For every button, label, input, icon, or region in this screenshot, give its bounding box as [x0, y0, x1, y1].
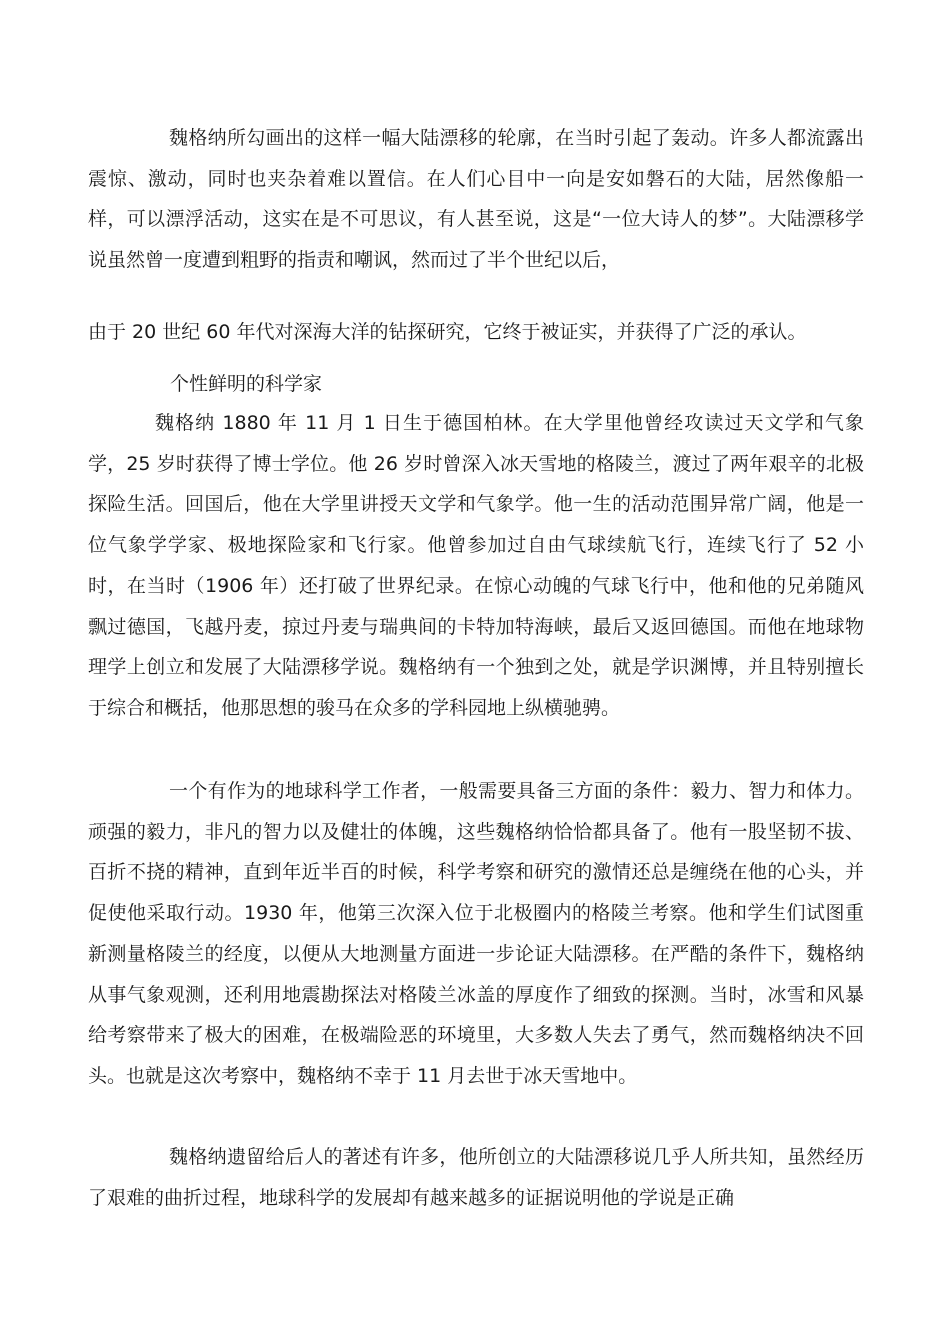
paragraph-drift-reaction: 魏格纳所勾画出的这样一幅大陆漂移的轮廓，在当时引起了轰动。许多人都流露出震惊、激动，同时也夹杂着难以置信。在人们心目中一向是安如磐石的大陆，居然像船一样，可以漂浮活动，这实在是不可思议，有人甚至说，这是“一位大诗人的梦”。大陆漂移学说虽然曾一度遭到粗野的指责和嘲讽，然而过了半个世纪以后，	[88, 127, 864, 272]
paragraph-qualities: 一个有作为的地球科学工作者，一般需要具备三方面的条件：毅力、智力和体力。顽强的毅力，非凡的智力以及健壮的体魄，这些魏格纳恰恰都具备了。他有一股坚韧不拔、百折不挠的精神，直到年近半百的时候，科学考察和研究的激情还总是缠绕在他的心头，并促使他采取行动。1930 年，他第三次深入位于北极圈内的格陵兰考察。他和学生们试图重新测量格陵兰的经度，以便从大地测量方面进一步论证大陆漂移。在严酷的条件下，魏格纳从事气象观测，还利用地震勘探法对格陵兰冰盖的厚度作了细致的探测。当时，冰雪和风暴给考察带来了极大的困难，在极端险恶的环境里，大多数人失去了勇气，然而魏格纳决不回头。也就是这次考察中，魏格纳不幸于 11 月去世于冰天雪地中。	[88, 780, 864, 1087]
section-heading: 个性鲜明的科学家	[170, 373, 323, 395]
paragraph-legacy: 魏格纳遗留给后人的著述有许多，他所创立的大陆漂移说几乎人所共知，虽然经历了艰难的曲折过程，地球科学的发展却有越来越多的证据说明他的学说是正确	[88, 1146, 864, 1209]
paragraph-biography: 魏格纳 1880 年 11 月 1 日生于德国柏林。在大学里他曾经攻读过天文学和气象学，25 岁时获得了博士学位。他 26 岁时曾深入冰天雪地的格陵兰，渡过了两年艰辛的北极探险生活。回国后，他在大学里讲授天文学和气象学。他一生的活动范围异常广阔，他是一位气象学学家、极地探险家和飞行家。他曾参加过自由气球续航飞行，连续飞行了 52 小时，在当时（1906 年）还打破了世界纪录。在惊心动魄的气球飞行中，他和他的兄弟随风飘过德国，飞越丹麦，掠过丹麦与瑞典间的卡特加特海峡，最后又返回德国。而他在地球物理学上创立和发展了大陆漂移学说。魏格纳有一个独到之处，就是学识渊博，并且特别擅长于综合和概括，他那思想的骏马在众多的学科园地上纵横驰骋。	[88, 412, 864, 719]
paragraph-drift-confirmation: 由于 20 世纪 60 年代对深海大洋的钻探研究，它终于被证实，并获得了广泛的承认。	[88, 321, 807, 343]
